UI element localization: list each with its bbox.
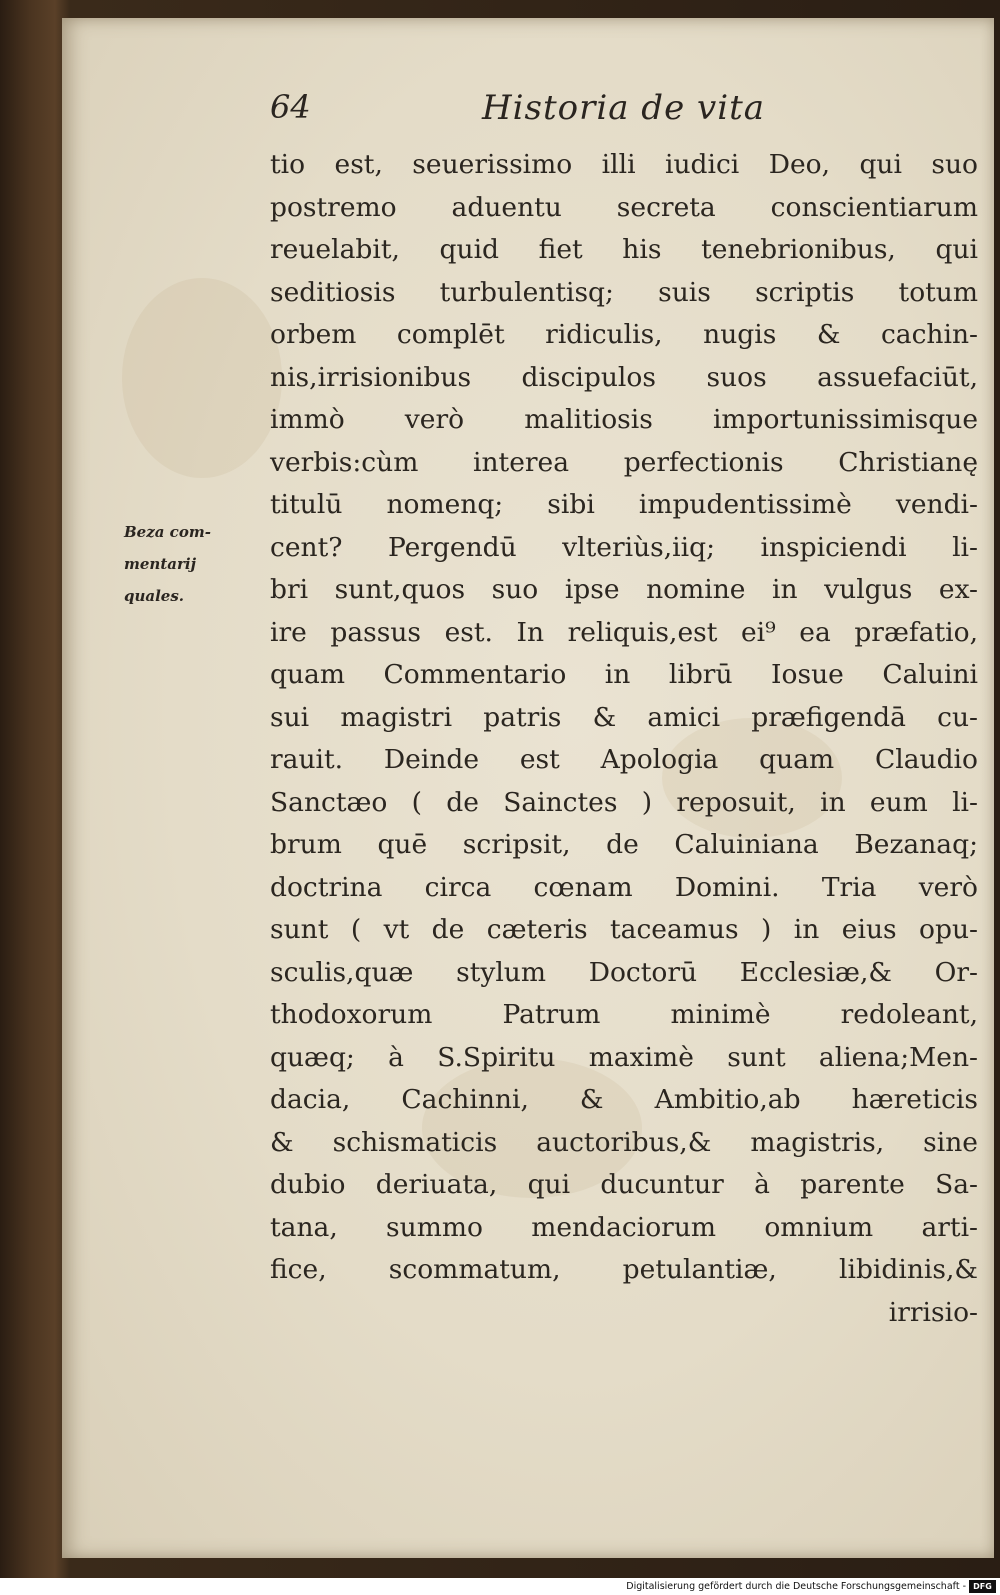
book-page — [62, 18, 994, 1558]
text-line: reuelabit, quid fiet his tenebrionibus, qui — [270, 234, 978, 265]
text-line: sui magistri patris & amici præfigendā cu- — [270, 701, 978, 733]
paper-stain — [122, 278, 282, 478]
page-header — [62, 84, 994, 134]
text-line: sculis,quæ stylum Doctorū Ecclesiæ,& Or- — [270, 956, 978, 988]
marginal-note-line: quales. — [124, 587, 185, 605]
text-line: immò verò malitiosis importunissimisque — [270, 404, 978, 435]
text-line: tio est, seuerissimo illi iudici Deo, qui suo — [270, 149, 978, 180]
marginal-note-line: mentarij — [124, 555, 196, 573]
text-line: tana, summo mendaciorum omnium arti- — [270, 1211, 978, 1243]
text-line: dacia, Cachinni, & Ambitio,ab hæreticis — [270, 1084, 978, 1115]
text-line: brum quē scripsit, de Caluiniana Bezanaq; — [270, 829, 978, 860]
text-line: dubio deriuata, qui ducuntur à parente Sa- — [270, 1169, 978, 1200]
page-number: 64 — [270, 88, 311, 126]
text-line: fice, scommatum, petulantiæ, libidinis,& — [270, 1254, 978, 1285]
text-line: seditiosis turbulentisq; suis scriptis totum — [270, 276, 978, 308]
dfg-logo: DFG — [969, 1580, 996, 1593]
text-line: orbem complēt ridiculis, nugis & cachin- — [270, 319, 978, 350]
marginal-note — [124, 516, 254, 612]
text-line: cent? Pergendū vlteriùs,iiq; inspiciendi li- — [270, 531, 978, 563]
text-line: quæq; à S.Spiritu maximè sunt aliena;Men- — [270, 1041, 978, 1073]
text-line: & schismaticis auctoribus,& magistris, sine — [270, 1126, 978, 1158]
text-line: bri sunt,quos suo ipse nomine in vulgus ex- — [270, 574, 978, 605]
text-line: ire passus est. In reliquis,est ei⁹ ea præfatio, — [270, 616, 978, 648]
text-line: doctrina circa cœnam Domini. Tria verò — [270, 871, 978, 903]
footer-bar — [0, 1578, 1000, 1595]
text-line: titulū nomenq; sibi impudentissimè vendi- — [270, 489, 978, 520]
text-line: sunt ( vt de cæteris taceamus ) in eius opu- — [270, 914, 978, 945]
funding-credit: Digitalisierung gefördert durch die Deutsche Forschungsgemeinschaft - — [626, 1581, 966, 1592]
text-line: rauit. Deinde est Apologia quam Claudio — [270, 744, 978, 775]
text-line: nis,irrisionibus discipulos suos assuefaciūt, — [270, 361, 978, 393]
marginal-note-line: Beza com- — [124, 523, 211, 541]
text-line: postremo aduentu secreta conscientiarum — [270, 191, 978, 223]
catchword: irrisio- — [888, 1296, 978, 1328]
text-line: verbis:cùm interea perfectionis Christianę — [270, 446, 978, 478]
running-head: Historia de vita — [482, 88, 766, 128]
text-line: Sanctæo ( de Sainctes ) reposuit, in eum li- — [270, 786, 978, 818]
text-line: thodoxorum Patrum minimè redoleant, — [270, 999, 978, 1030]
body-text — [270, 144, 978, 1334]
text-line: quam Commentario in librū Iosue Caluini — [270, 659, 978, 690]
